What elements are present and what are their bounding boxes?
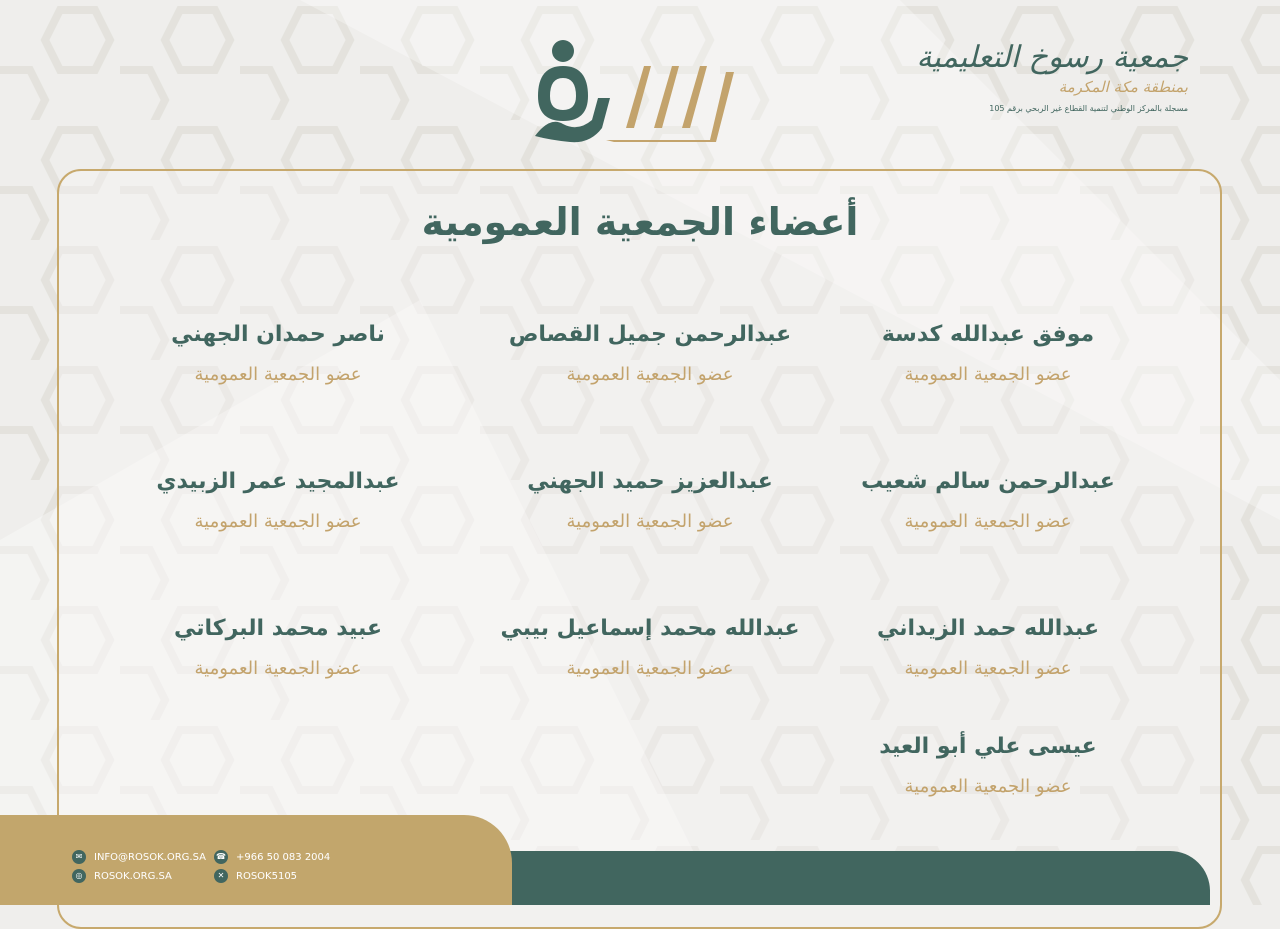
member-card [828,732,1148,798]
email-icon: ✉ [72,850,86,864]
member-card [490,320,810,386]
member-name: عبدالرحمن جميل القصاص [508,322,792,347]
member-role: عضو الجمعية العمومية [566,364,734,385]
email-text[interactable]: INFO@ROSOK.ORG.SA [94,851,206,863]
member-card [828,614,1148,680]
footer-social[interactable] [214,869,297,883]
organization-name: جمعية رسوخ التعليمية [916,40,1188,75]
member-card [118,320,438,386]
footer-phone[interactable] [214,850,330,864]
member-name: عبدالمجيد عمر الزبيدي [156,469,400,494]
member-name: عبيد محمد البركاتي [174,616,382,641]
rosok-logo-icon [530,36,740,146]
website-text[interactable]: ROSOK.ORG.SA [94,870,172,882]
member-role: عضو الجمعية العمومية [904,658,1072,679]
member-role: عضو الجمعية العمومية [904,364,1072,385]
member-role: عضو الجمعية العمومية [566,658,734,679]
footer-green-band [480,851,1210,905]
x-icon: ✕ [214,869,228,883]
footer-website[interactable] [72,869,172,883]
member-name: عبدالعزيز حميد الجهني [527,469,773,494]
member-name: عبدالله حمد الزيداني [877,616,1099,641]
member-card [118,467,438,533]
phone-icon: ☎ [214,850,228,864]
member-role: عضو الجمعية العمومية [566,511,734,532]
member-card [828,467,1148,533]
member-name: عبدالرحمن سالم شعيب [861,469,1115,494]
organization-logo [916,40,1188,113]
organization-region: بمنطقة مكة المكرمة [1058,78,1188,96]
member-name: عبدالله محمد إسماعيل بيبي [500,616,800,641]
footer-email[interactable] [72,850,206,864]
organization-registration: مسجلة بالمركز الوطني لتنمية القطاع غير الربحي برقم 105 [989,104,1188,113]
social-text[interactable]: ROSOK5105 [236,870,298,882]
member-name: عيسى علي أبو العيد [879,734,1097,759]
member-role: عضو الجمعية العمومية [904,511,1072,532]
member-role: عضو الجمعية العمومية [904,776,1072,797]
member-role: عضو الجمعية العمومية [194,364,362,385]
globe-icon: ◎ [72,869,86,883]
member-card [828,320,1148,386]
member-card [118,614,438,680]
member-name: موفق عبدالله كدسة [881,322,1095,347]
page-title: أعضاء الجمعية العمومية [421,200,859,244]
member-card [490,614,810,680]
phone-text[interactable]: +966 50 083 2004 [236,851,331,863]
member-card [490,467,810,533]
member-role: عضو الجمعية العمومية [194,511,362,532]
member-role: عضو الجمعية العمومية [194,658,362,679]
member-name: ناصر حمدان الجهني [171,322,385,347]
